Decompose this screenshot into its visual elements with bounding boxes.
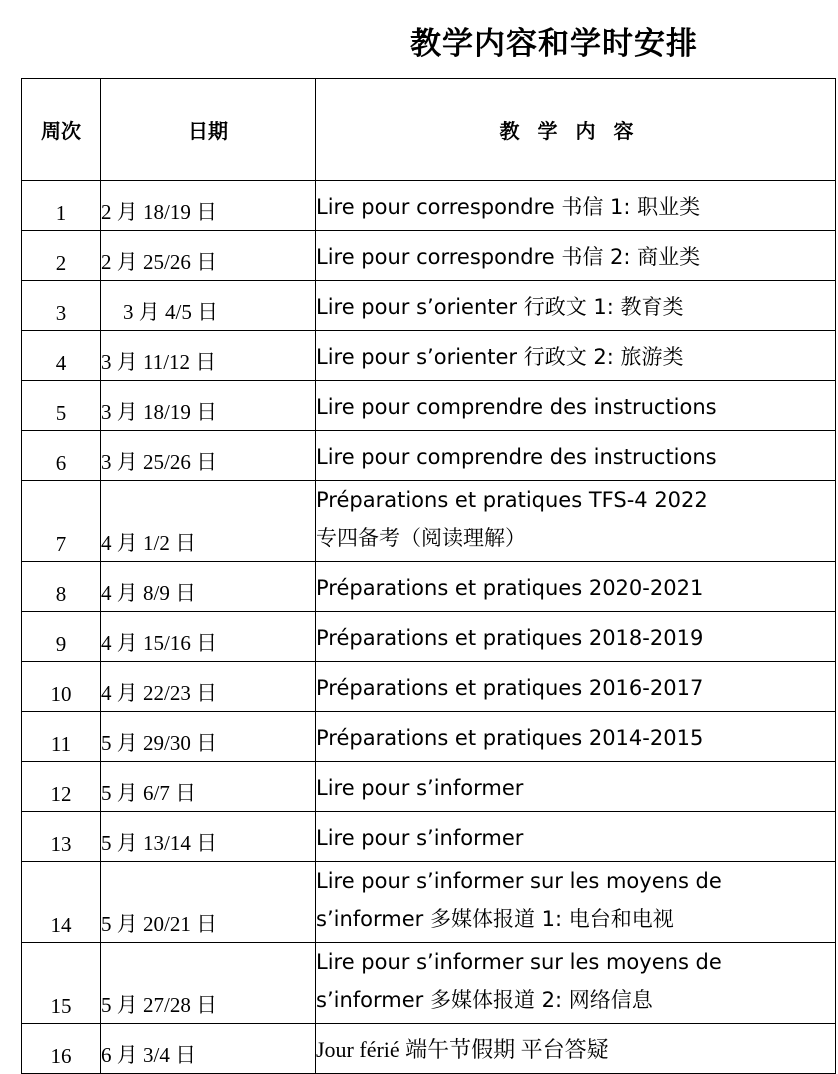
week-cell: 13 — [22, 812, 101, 862]
content-cell — [316, 181, 836, 231]
week-cell: 9 — [22, 612, 101, 662]
date-cell: 3 月 18/19 日 — [101, 381, 316, 431]
table-body — [22, 181, 836, 1074]
content-line: Lire pour s’informer — [316, 826, 524, 850]
table-row — [22, 481, 836, 562]
date-cell: 3 月 4/5 日 — [101, 281, 316, 331]
table-row — [22, 943, 836, 1024]
table-row — [22, 612, 836, 662]
content-line: s’informer 多媒体报道 2: 网络信息 — [316, 988, 653, 1012]
content-line: Lire pour comprendre des instructions — [316, 445, 717, 469]
content-line: Préparations et pratiques 2020-2021 — [316, 576, 704, 600]
table-row — [22, 281, 836, 331]
header-row — [22, 79, 836, 181]
table-row — [22, 562, 836, 612]
page-title: 教学内容和学时安排 — [410, 26, 698, 62]
date-cell: 4 月 1/2 日 — [101, 481, 316, 562]
content-cell — [316, 612, 836, 662]
content-cell — [316, 812, 836, 862]
date-cell: 5 月 6/7 日 — [101, 762, 316, 812]
content-line: Lire pour s’informer — [316, 776, 524, 800]
week-cell: 4 — [22, 331, 101, 381]
content-cell — [316, 712, 836, 762]
date-cell: 5 月 13/14 日 — [101, 812, 316, 862]
week-cell: 2 — [22, 231, 101, 281]
content-line: Préparations et pratiques 2018-2019 — [316, 626, 704, 650]
date-cell: 5 月 27/28 日 — [101, 943, 316, 1024]
content-line: s’informer 多媒体报道 1: 电台和电视 — [316, 907, 674, 931]
table-row — [22, 712, 836, 762]
table-row — [22, 181, 836, 231]
week-cell: 7 — [22, 481, 101, 562]
content-cell — [316, 331, 836, 381]
table-row — [22, 1024, 836, 1074]
header-week: 周次 — [22, 79, 101, 181]
week-cell: 3 — [22, 281, 101, 331]
content-cell — [316, 381, 836, 431]
content-line: Jour férié 端午节假期 平台答疑 — [316, 1037, 609, 1062]
content-line: Préparations et pratiques TFS-4 2022 — [316, 488, 708, 512]
week-cell: 12 — [22, 762, 101, 812]
date-cell: 5 月 29/30 日 — [101, 712, 316, 762]
content-line: Lire pour correspondre 书信 2: 商业类 — [316, 245, 701, 269]
date-cell: 5 月 20/21 日 — [101, 862, 316, 943]
content-line: Lire pour s’orienter 行政文 2: 旅游类 — [316, 345, 684, 369]
content-cell — [316, 762, 836, 812]
table-row — [22, 431, 836, 481]
table-row — [22, 381, 836, 431]
date-cell: 2 月 18/19 日 — [101, 181, 316, 231]
table-row — [22, 331, 836, 381]
date-cell: 3 月 11/12 日 — [101, 331, 316, 381]
table-row — [22, 662, 836, 712]
date-cell: 3 月 25/26 日 — [101, 431, 316, 481]
date-cell: 4 月 8/9 日 — [101, 562, 316, 612]
week-cell: 16 — [22, 1024, 101, 1074]
content-cell — [316, 1024, 836, 1074]
week-cell: 10 — [22, 662, 101, 712]
content-cell — [316, 431, 836, 481]
header-content: 教学内容 — [316, 79, 836, 181]
header-date: 日期 — [101, 79, 316, 181]
content-line: Préparations et pratiques 2014-2015 — [316, 726, 704, 750]
content-cell — [316, 281, 836, 331]
date-cell: 4 月 22/23 日 — [101, 662, 316, 712]
schedule-table — [21, 78, 836, 1074]
content-line: Lire pour correspondre 书信 1: 职业类 — [316, 195, 701, 219]
table-row — [22, 231, 836, 281]
content-cell — [316, 562, 836, 612]
week-cell: 6 — [22, 431, 101, 481]
week-cell: 15 — [22, 943, 101, 1024]
date-cell: 4 月 15/16 日 — [101, 612, 316, 662]
content-cell — [316, 231, 836, 281]
week-cell: 14 — [22, 862, 101, 943]
content-cell — [316, 862, 836, 943]
content-line: Lire pour s’orienter 行政文 1: 教育类 — [316, 295, 684, 319]
date-cell: 2 月 25/26 日 — [101, 231, 316, 281]
content-cell — [316, 943, 836, 1024]
content-cell — [316, 481, 836, 562]
content-line: 专四备考（阅读理解） — [316, 526, 526, 550]
week-cell: 8 — [22, 562, 101, 612]
week-cell: 5 — [22, 381, 101, 431]
table-row — [22, 862, 836, 943]
content-line: Lire pour comprendre des instructions — [316, 395, 717, 419]
week-cell: 11 — [22, 712, 101, 762]
table-row — [22, 762, 836, 812]
table-header — [22, 79, 836, 181]
table-row — [22, 812, 836, 862]
content-line: Lire pour s’informer sur les moyens de — [316, 950, 722, 974]
content-cell — [316, 662, 836, 712]
content-line: Lire pour s’informer sur les moyens de — [316, 869, 722, 893]
week-cell: 1 — [22, 181, 101, 231]
content-line: Préparations et pratiques 2016-2017 — [316, 676, 704, 700]
date-cell: 6 月 3/4 日 — [101, 1024, 316, 1074]
